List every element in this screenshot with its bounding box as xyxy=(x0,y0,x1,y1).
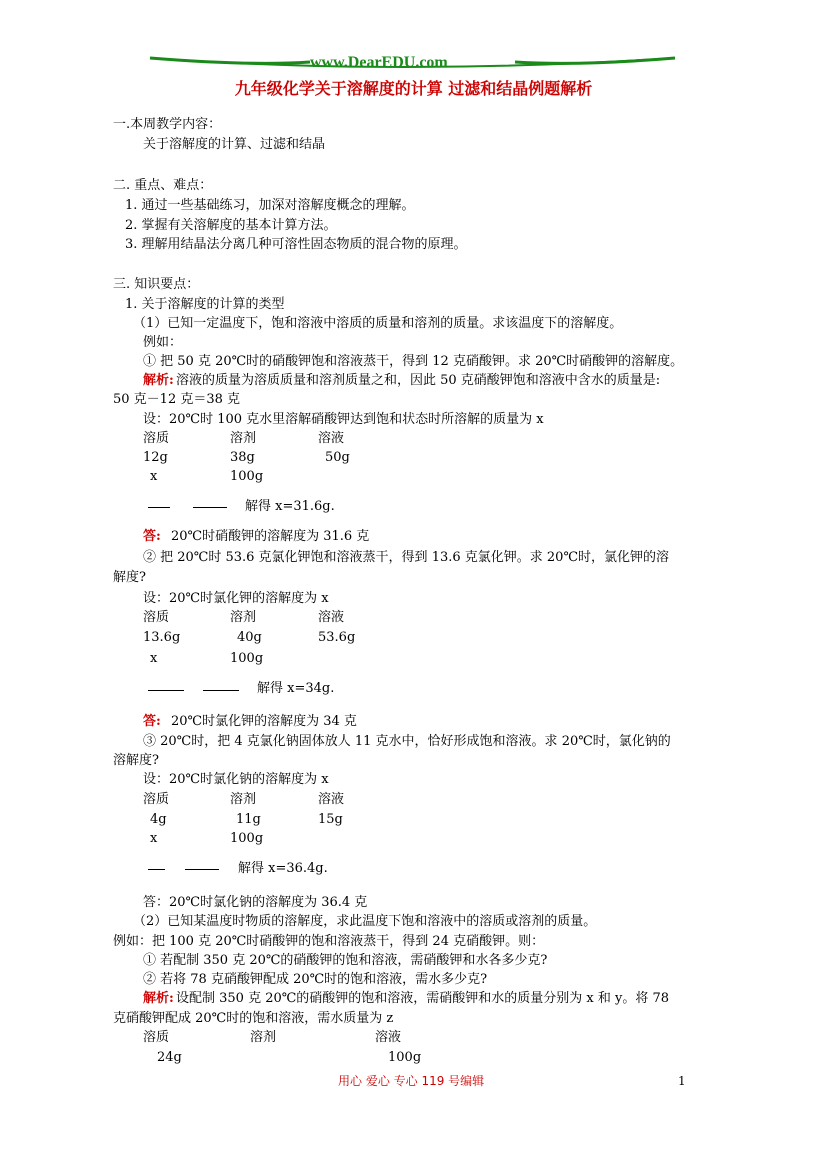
table-cell: 100g xyxy=(230,469,264,484)
answer-label: 答: xyxy=(143,529,161,544)
example-3: ③ 20℃时，把 4 克氯化钠固体放人 11 克水中，恰好形成饱和溶液。求 20℃时，氯化钠的 xyxy=(143,734,671,749)
table-cell: x xyxy=(150,651,158,666)
analysis-text: 溶液的质量为溶质质量和溶剂质量之和，因此 50 克硝酸钾饱和溶液中含水的质量是: xyxy=(176,373,661,388)
table-cell: x xyxy=(150,831,158,846)
analysis-text: 50 克－12 克＝38 克 xyxy=(113,392,241,407)
site-header[interactable]: www.DearEDU.com xyxy=(310,54,448,71)
table-header: 溶剂 xyxy=(230,431,257,446)
example-label: 例如： xyxy=(143,335,183,350)
section-1-heading: 一.本周教学内容： xyxy=(113,117,222,132)
table-cell: 4g xyxy=(150,812,167,827)
list-item: 3. 理解用结晶法分离几种可溶性固态物质的混合物的原理。 xyxy=(125,237,467,252)
question-2: ② 若将 78 克硝酸钾配成 20℃时的饱和溶液，需水多少克? xyxy=(143,972,488,987)
table-cell: 12g xyxy=(143,450,168,465)
example-3: 溶解度? xyxy=(113,753,159,768)
table-cell: 40g xyxy=(237,630,262,645)
table-cell: 38g xyxy=(230,450,255,465)
page-number: 1 xyxy=(678,1074,686,1088)
table-header: 溶液 xyxy=(375,1030,402,1045)
answer-text: 20℃时硝酸钾的溶解度为 31.6 克 xyxy=(171,529,370,544)
question-1: ① 若配制 350 克 20℃的硝酸钾的饱和溶液，需硝酸钾和水各多少克? xyxy=(143,953,548,968)
table-cell: 15g xyxy=(318,812,343,827)
type-2-heading: （2）已知某温度时物质的溶解度，求此温度下饱和溶液中的溶质或溶剂的质量。 xyxy=(133,914,597,929)
table-header: 溶液 xyxy=(318,792,345,807)
table-header: 溶剂 xyxy=(230,792,257,807)
section-3-heading: 三. 知识要点： xyxy=(113,277,200,292)
table-cell: 100g xyxy=(230,831,264,846)
analysis-label: 解析: xyxy=(143,991,174,1006)
list-item: 1. 通过一些基础练习，加深对溶解度概念的理解。 xyxy=(125,198,415,213)
table-cell: 13.6g xyxy=(143,630,181,645)
analysis-text: 设配制 350 克 20℃的硝酸钾的饱和溶液，需硝酸钾和水的质量分别为 x 和 y。将 78 xyxy=(176,991,670,1006)
section-2-heading: 二. 重点、难点： xyxy=(113,178,213,193)
answer-text: 答：20℃时氯化钠的溶解度为 36.4 克 xyxy=(143,895,368,910)
footer-text: 用心 爱心 专心 119 号编辑 xyxy=(338,1074,485,1088)
example-2: 解度? xyxy=(113,570,146,585)
fraction-line xyxy=(148,507,170,508)
table-header: 溶质 xyxy=(143,792,170,807)
fraction-line xyxy=(148,869,165,870)
table-header: 溶液 xyxy=(318,610,345,625)
table-header: 溶液 xyxy=(318,431,345,446)
table-header: 溶剂 xyxy=(230,610,257,625)
table-header: 溶质 xyxy=(143,1030,170,1045)
document-title: 九年级化学关于溶解度的计算 过滤和结晶例题解析 xyxy=(234,79,593,98)
fraction-line xyxy=(193,507,227,508)
analysis-text: 克硝酸钾配成 20℃时的饱和溶液，需水质量为 z xyxy=(113,1011,394,1026)
assumption: 设：20℃时氯化钠的溶解度为 x xyxy=(143,772,329,787)
assumption: 设：20℃时氯化钾的溶解度为 x xyxy=(143,591,329,606)
type-1-heading: （1）已知一定温度下，饱和溶液中溶质的质量和溶剂的质量。求该温度下的溶解度。 xyxy=(133,316,623,331)
solution: 解得 x=36.4g. xyxy=(238,861,328,876)
assumption: 设：20℃时 100 克水里溶解硝酸钾达到饱和状态时所溶解的质量为 x xyxy=(143,412,544,427)
fraction-line xyxy=(203,690,239,691)
fraction-line xyxy=(148,690,184,691)
example-4: 例如：把 100 克 20℃时硝酸钾的饱和溶液蒸干，得到 24 克硝酸钾。则： xyxy=(113,934,545,949)
table-cell: 100g xyxy=(388,1050,422,1065)
subsection-heading: 1. 关于溶解度的计算的类型 xyxy=(125,297,285,312)
fraction-line xyxy=(185,869,219,870)
table-header: 溶质 xyxy=(143,610,170,625)
table-cell: 11g xyxy=(236,812,261,827)
answer-text: 20℃时氯化钾的溶解度为 34 克 xyxy=(171,714,357,729)
table-cell: 50g xyxy=(325,450,350,465)
solution: 解得 x=31.6g. xyxy=(245,499,335,514)
example-2: ② 把 20℃时 53.6 克氯化钾饱和溶液蒸干，得到 13.6 克氯化钾。求 20℃时，氯化钾的溶 xyxy=(143,550,669,565)
example-1: ① 把 50 克 20℃时的硝酸钾饱和溶液蒸干，得到 12 克硝酸钾。求 20℃时硝酸钾的溶解度。 xyxy=(143,354,684,369)
table-cell: 53.6g xyxy=(318,630,356,645)
analysis-label: 解析: xyxy=(143,373,174,388)
table-header: 溶质 xyxy=(143,431,170,446)
table-header: 溶剂 xyxy=(250,1030,277,1045)
section-1-content: 关于溶解度的计算、过滤和结晶 xyxy=(143,137,326,152)
list-item: 2. 掌握有关溶解度的基本计算方法。 xyxy=(125,218,337,233)
table-cell: 24g xyxy=(157,1050,182,1065)
table-cell: 100g xyxy=(230,651,264,666)
table-cell: x xyxy=(150,469,158,484)
answer-label: 答: xyxy=(143,714,161,729)
solution: 解得 x=34g. xyxy=(257,681,335,696)
